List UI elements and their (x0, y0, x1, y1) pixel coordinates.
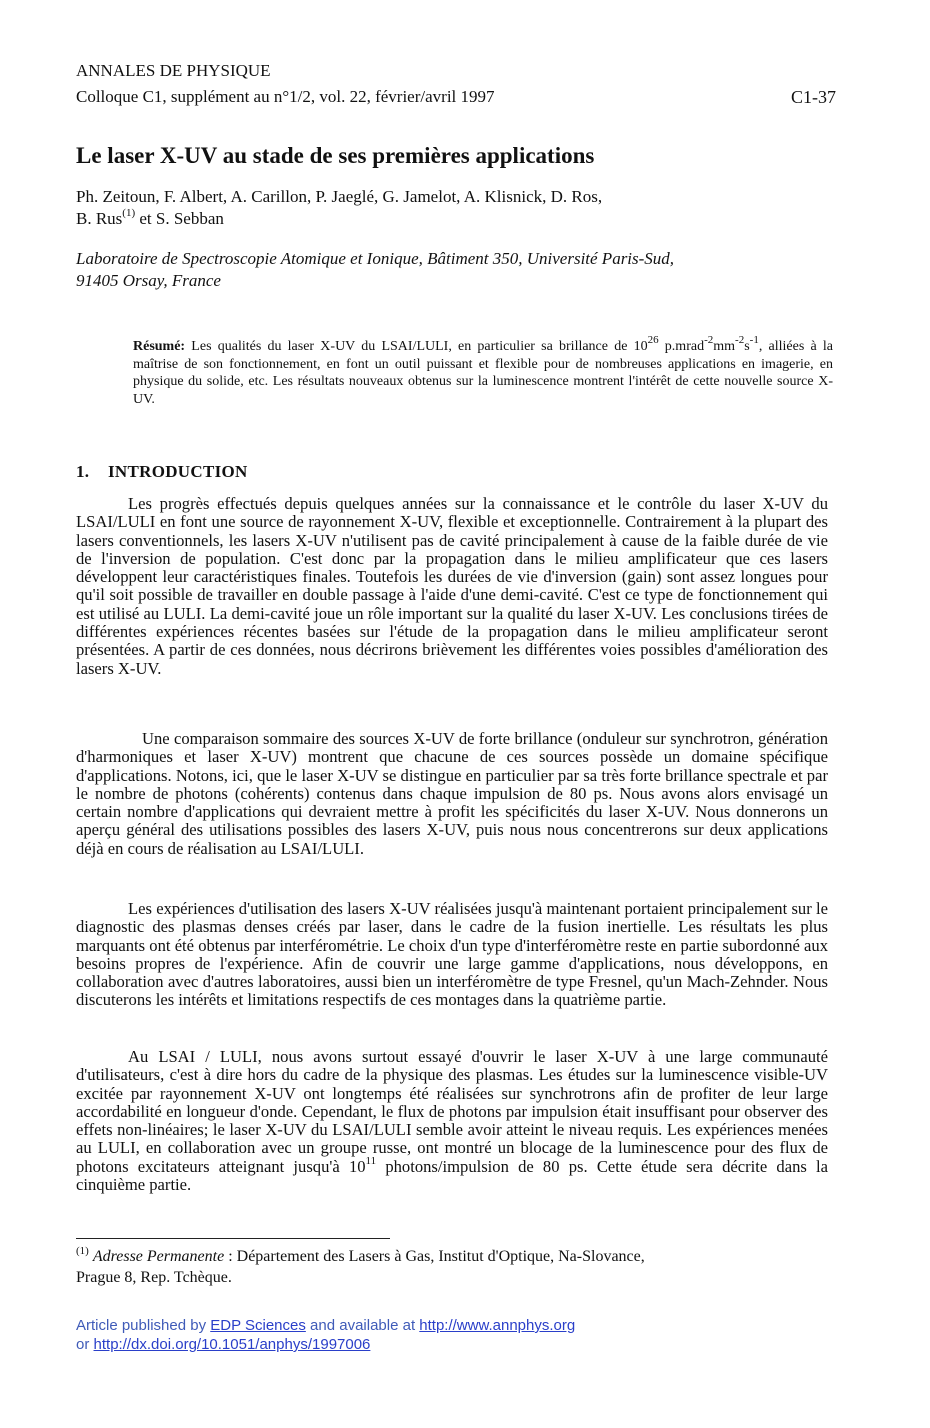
footnote-divider (76, 1238, 390, 1239)
author-sebban: et S. Sebban (135, 209, 224, 228)
publication-notice (76, 1316, 575, 1354)
page-reference: C1-37 (791, 87, 836, 107)
paper-title: Le laser X-UV au stade de ses premières applications (76, 143, 595, 168)
author-rus: B. Rus (76, 209, 123, 228)
section-heading (76, 461, 248, 483)
doi-link[interactable]: http://dx.doi.org/10.1051/anphys/1997006 (93, 1336, 371, 1353)
abstract-text: , alliées à la maîtrise de son fonctionnement, en font un outil puissant et flexible pour de nombreuses applications en imagerie, en physique du solide, etc. Les résultats nouveaux obtenus sur la luminescence montrent l'intérêt de cette nouvelle source X-UV. (133, 339, 834, 407)
paragraph-2: Une comparaison sommaire des sources X-UV de forte brillance (onduleur sur synchrotron, génération d'harmoniques et laser X-UV) montrent que chacune de ces sources possède un domaine spécifique d'applications. Notons, ici, que le laser X-UV se distingue en particulier par sa très forte brillance spectrale et par le nombre de photons (cohérents) contenus dans chaque impulsion de 80 ps. Nous avons alors envisagé un certain nombre d'applications qui devraient mettre à profit les spécificités du laser X-UV. Nous donnerons un aperçu général des utilisations possibles des lasers X-UV, puis nous nous concentrerons sur deux applications déjà en cours de réalisation au LSAI/LULI. (76, 729, 828, 858)
colloque-reference: Colloque C1, supplément au n°1/2, vol. 22, février/avril 1997 (76, 87, 495, 106)
section-number: 1. (76, 462, 90, 481)
publication-line-1 (76, 1316, 575, 1335)
publisher-link[interactable]: EDP Sciences (210, 1317, 306, 1334)
publication-text: or (76, 1336, 94, 1353)
paragraph-4 (76, 1048, 828, 1194)
abstract-unit: mm (713, 339, 736, 354)
abstract (133, 334, 834, 408)
footnote (76, 1246, 836, 1288)
abstract-exponent: 26 (647, 334, 659, 347)
photon-flux-exponent: 11 (365, 1155, 377, 1168)
affiliation-line-1: Laboratoire de Spectroscopie Atomique et Ionique, Bâtiment 350, Université Paris-Sud, (76, 249, 675, 268)
paragraph-4-text: Au LSAI / LULI, nous avons surtout essayé d'ouvrir le laser X-UV à une large communauté d'utilisateurs, c'est à dire hors du cadre de la physique des plasmas. Les études sur la luminescence visible-UV excitée par rayonnement X-UV ont longtemps été réalisées sur synchrotrons afin de profiter de leur large accordabilité en longueur d'onde. Cependant, le flux de photons par impulsion était insuffisant pour observer des effets non-linéaires; le laser X-UV du LSAI/LULI semble avoir atteint le niveau requis. Les expériences menées au LULI, en collaboration avec un groupe russe, ont montré un blocage de la luminescence pour des flux de photons excitateurs atteignant jusqu'à 10 (76, 1047, 828, 1176)
footnote-text: : Département des Lasers à Gas, Institut d'Optique, Na-Slovance, (224, 1248, 645, 1265)
author-line-2 (76, 208, 776, 230)
paragraph-3: Les expériences d'utilisation des lasers X-UV réalisées jusqu'à maintenant portaient principalement sur le diagnostic des plasmas denses créés par laser, dans le cadre de la fusion inertielle. Les résultats les plus marquants ont été obtenus par interférométrie. Le choix d'un type d'interféromètre reste en partie subordonné aux besoins propres de l'expérience. Afin de couvrir une large gamme d'applications, nous développons, en collaboration avec d'autres laboratoires, aussi bien un interféromètre de type Fresnel, qu'un Mach-Zehnder. Nous discuterons les intérêts et limitations respectifs de ces montages dans la quatrième partie. (76, 899, 828, 1010)
section-title: INTRODUCTION (108, 462, 248, 481)
abstract-unit: p.mrad (658, 339, 705, 354)
journal-site-link[interactable]: http://www.annphys.org (419, 1317, 576, 1334)
footnote-line-1 (76, 1246, 836, 1267)
journal-name: ANNALES DE PHYSIQUE (76, 61, 271, 80)
abstract-exponent: -2 (704, 334, 714, 347)
affiliation-line-2: 91405 Orsay, France (76, 271, 221, 290)
affiliation (76, 248, 836, 292)
affiliation-marker: (1) (122, 207, 136, 220)
abstract-unit: s (744, 339, 750, 354)
paragraph-1: Les progrès effectués depuis quelques années sur la connaissance et le contrôle du laser X-UV du LSAI/LULI en font une source de rayonnement X-UV, flexible et exceptionnelle. Contrairement à la plupart des lasers conventionnels, les lasers X-UV n'utilisent pas de cavité principalement à cause de la faible durée de vie de l'inversion de population. C'est donc par la propagation dans le milieu amplificateur que ces lasers développent leur caractéristiques finales. Toutefois les durées de vie d'inversion (gain) sont assez longues pour qu'il soit possible de travailler en double passage à l'aide d'une demi-cavité. C'est ce type de fonctionnement qui est utilisé au LULI. La demi-cavité joue un rôle important sur la qualité du laser X-UV. Les conclusions tirées de différentes expériences récentes basées sur l'étude de la propagation dans le milieu amplificateur seront présentées. A partir de ces données, nous décrirons brièvement les différentes voies possibles d'amélioration des lasers X-UV. (76, 494, 828, 678)
publication-line-2 (76, 1335, 575, 1354)
paragraph-4-text-end: photons/impulsion de 80 ps. Cette étude sera décrite dans la cinquième partie. (76, 1156, 828, 1195)
footnote-label: Adresse Permanente (92, 1248, 225, 1265)
abstract-exponent: -1 (749, 334, 759, 347)
publication-text: Article published by (76, 1317, 211, 1334)
author-list (76, 186, 776, 230)
author-line-1: Ph. Zeitoun, F. Albert, A. Carillon, P. Jaeglé, G. Jamelot, A. Klisnick, D. Ros, (76, 187, 603, 206)
abstract-exponent: -2 (735, 334, 745, 347)
abstract-text: Les qualités du laser X-UV du LSAI/LULI, en particulier sa brillance de 10 (185, 339, 648, 354)
footnote-marker: (1) (76, 1244, 89, 1257)
footnote-line-2: Prague 8, Rep. Tchèque. (76, 1269, 232, 1286)
abstract-label: Résumé: (133, 339, 186, 354)
publication-text: and available at (305, 1317, 420, 1334)
